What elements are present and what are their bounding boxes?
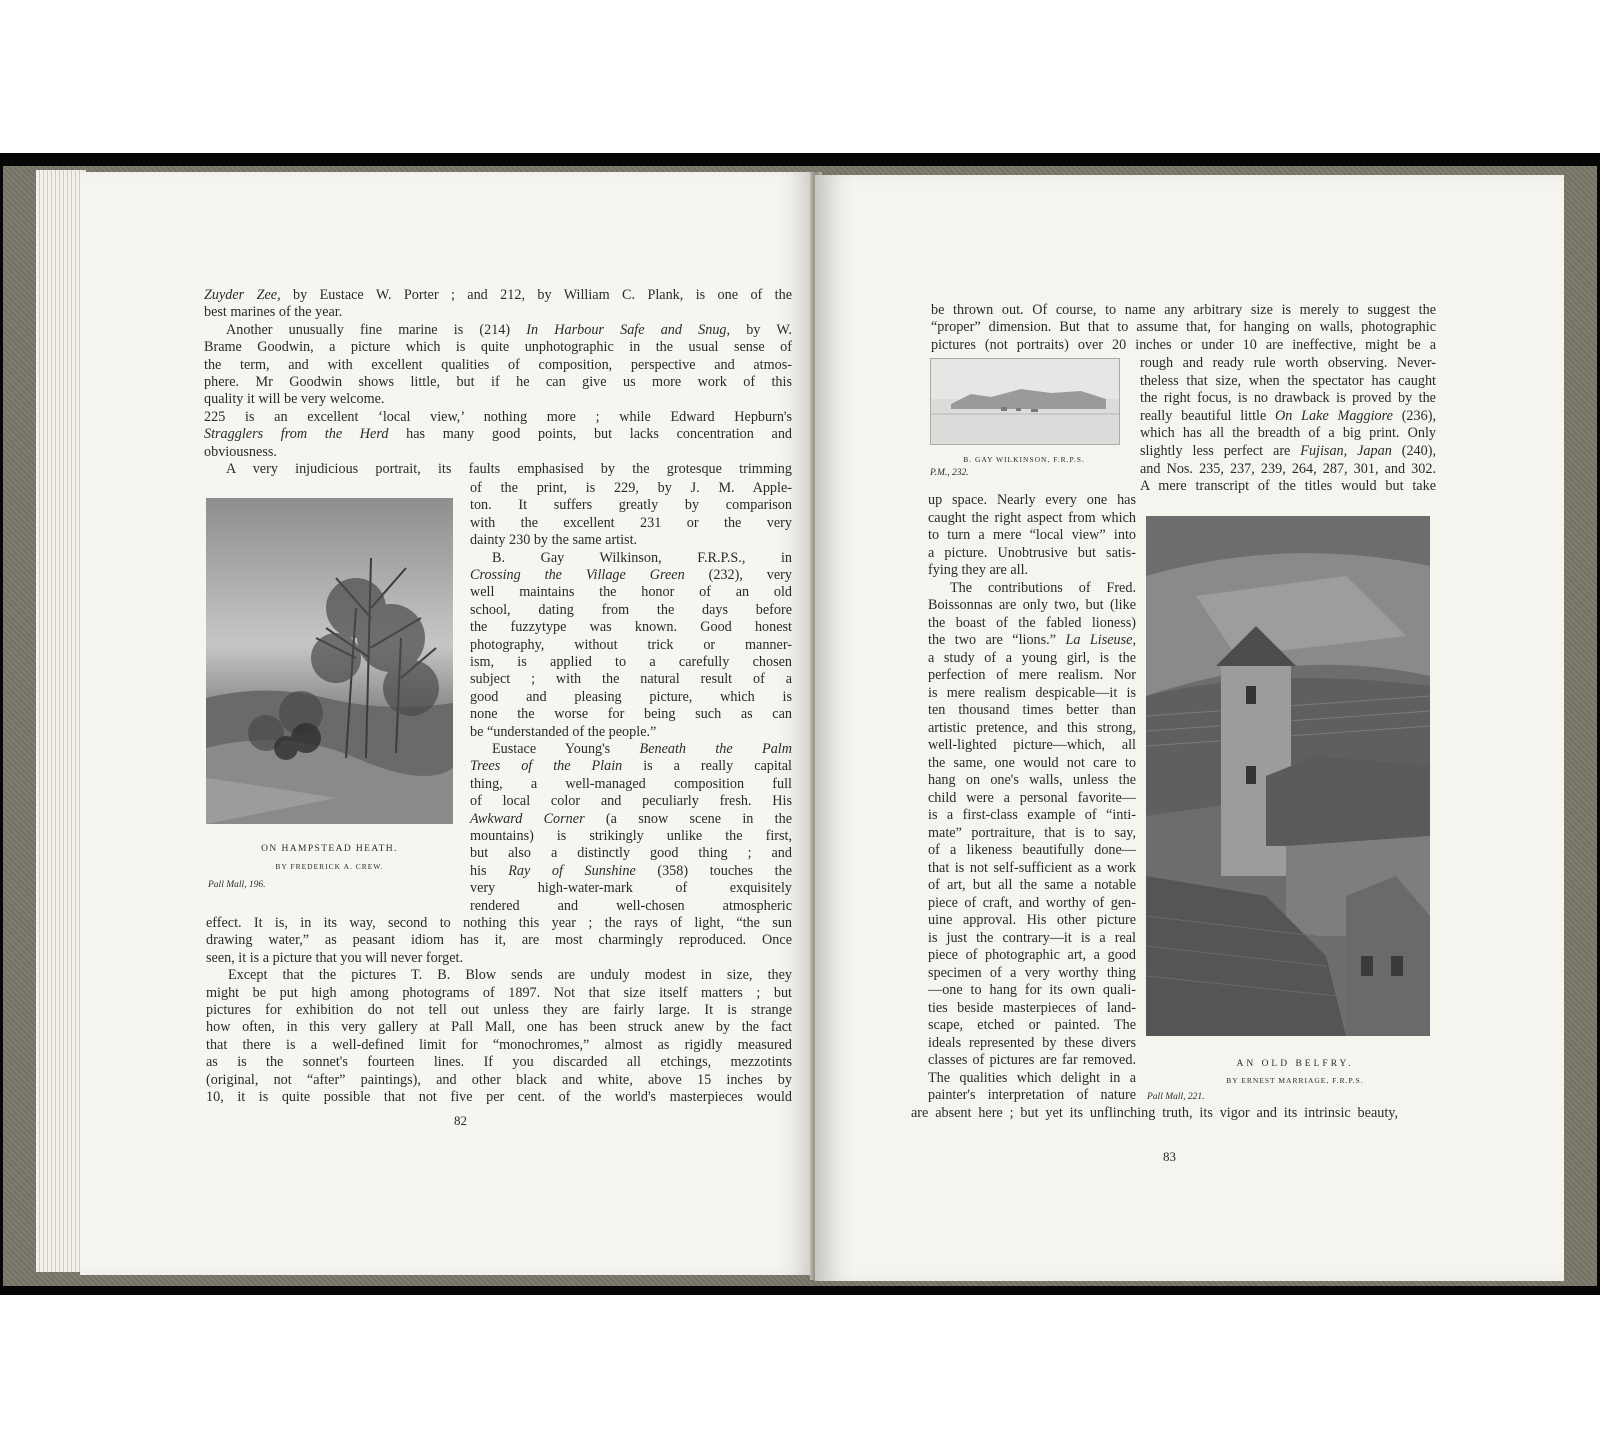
left-column-line: dainty 230 by the same artist. [470,532,638,549]
right-beside-photo-line: slightly less perfect are Fujisan, Japan (240), [1140,443,1437,459]
left-text-line: the term, and with excellent qualities of composition, perspective and atmos- [204,356,792,373]
right-column-line: Boissonnas are only two, but (like [928,597,1136,613]
right-column-line: ten thousand times better than [928,702,1136,718]
left-column-line: of the print, is 229, by J. M. Apple- [470,480,792,496]
right-column-line: child were a personal favorite— [928,789,1136,806]
left-text-line: quality it will be very welcome. [204,391,385,408]
right-column-line: that is not self-sufficient as a work [928,859,1136,876]
right-column-line: to turn a mere “local view” into [928,527,1136,543]
right-column-line: a picture. Unobtrusive but satis- [928,544,1136,561]
right-column-line: of art, but all the same a notable [928,877,1136,893]
right-beside-photo-line: really beautiful little On Lake Maggiore (236), [1140,407,1436,424]
right-column-line: painter's interpretation of nature [928,1087,1136,1103]
right-text-line: be thrown out. Of course, to name any arbitrary size is merely to suggest the [931,302,1436,318]
right-column-line: fying they are all. [928,562,1029,578]
left-column-line: of local color and peculiarly fresh. His [470,793,792,810]
left-text-line: Brame Goodwin, a picture which is quite unphotographic in the usual sense of [204,339,792,356]
left-text-line: Zuyder Zee, by Eustace W. Porter ; and 212, by William C. Plank, is one of the [204,287,792,303]
right-column-line: hang on one's walls, unless the [928,772,1136,788]
right-caption-title: AN OLD BELFRY. [1236,1059,1354,1069]
left-column-line: the fuzzytype was known. Good honest [470,619,792,636]
right-column-line: —one to hang for its own quali- [928,982,1136,998]
village-green-photo [930,358,1120,445]
right-column-line: the boast of the fabled lioness) [928,614,1136,631]
right-last-line: are absent here ; but yet its unflinching truth, its vigor and its intrinsic beauty, [911,1105,1398,1121]
left-column-line: none the worse for being such as can [470,706,792,723]
left-column-line: rendered and well-chosen atmospheric [470,897,792,914]
left-text-line: best marines of the year. [204,304,343,321]
left-column-line: photography, without trick or manner- [470,636,792,653]
left-column-line: his Ray of Sunshine (358) touches the [470,862,793,879]
left-bottom-line: drawing water,” as peasant idiom has it, are most charmingly reproduced. Once [206,932,792,949]
right-column-line: mate” portraiture, that is to say, [928,824,1136,841]
left-text-line: A very injudicious portrait, its faults emphasised by the grotesque trimming [226,461,792,477]
right-column-line: specimen of a very worthy thing [928,964,1136,981]
left-bottom-line: as is the sonnet's fourteen lines. If you discarded all etchings, mezzotints [206,1054,792,1071]
left-column-line: well maintains the honor of an old [470,584,792,601]
hampstead-heath-photo [206,498,453,824]
left-column-line: but also a distinctly good thing ; and [470,845,792,862]
left-text-line: Another unusually fine marine is (214) In Harbour Safe and Snug, by W. [226,321,792,338]
left-column-line: mountains) is strikingly unlike the first, [470,828,792,844]
right-text-line: “proper” dimension. But that to assume that, for hanging on walls, photographic [931,319,1436,336]
left-column-line: Trees of the Plain is a really capital [470,758,793,775]
left-column-line: ism, is applied to a carefully chosen [470,654,792,670]
right-caption-author: BY ERNEST MARRIAGE, F.R.P.S. [1226,1076,1364,1085]
right-page [815,175,1564,1281]
left-column-line: B. Gay Wilkinson, F.R.P.S., in [492,549,792,566]
left-bottom-line: seen, it is a picture that you will never forget. [206,949,464,966]
page-edges-left [36,170,86,1272]
right-column-line: The contributions of Fred. [950,579,1136,596]
right-beside-photo-line: theless that size, when the spectator has caught [1140,372,1436,389]
right-column-line: ties beside masterpieces of land- [928,999,1136,1016]
old-belfry-photo [1146,516,1430,1036]
right-beside-photo-line: A mere transcript of the titles would but take [1140,478,1436,495]
left-column-line: good and pleasing picture, which is [470,688,792,705]
right-column-line: scape, etched or painted. The [928,1017,1136,1033]
left-bottom-line: might be put high among photograms of 1897. Not that size itself matters ; but [206,984,792,1001]
right-column-line: is mere realism despicable—it is [928,684,1136,701]
right-photo-credit: Pall Mall, 221. [1147,1092,1205,1102]
left-bottom-line: Except that the pictures T. B. Blow sends are unduly modest in size, they [228,967,792,984]
right-column-line: piece of craft, and worthy of gen- [928,894,1136,911]
page-number-right: 83 [1163,1149,1176,1164]
right-column-line: classes of pictures are far removed. [928,1052,1136,1068]
right-column-line: is a first-class example of “inti- [928,807,1136,823]
right-column-line: ideals represented by these divers [928,1034,1136,1051]
village-thumbnail-image [931,359,1119,444]
right-beside-photo-line: which has all the breadth of a big print. Only [1140,425,1436,442]
left-bottom-line: effect. It is, in its way, second to nothing this year ; the rays of light, “the sun [206,915,792,931]
left-column-line: Eustace Young's Beneath the Palm [492,741,792,757]
right-beside-photo-line: and Nos. 235, 237, 239, 264, 287, 301, and 302. [1140,460,1436,477]
right-column-line: the two are “lions.” La Liseuse, [928,632,1137,648]
left-column-line: Crossing the Village Green (232), very [470,567,792,583]
right-column-line: is just the contrary—it is a real [928,929,1136,946]
left-column-line: with the excellent 231 or the very [470,514,792,531]
right-beside-photo-line: rough and ready rule worth observing. Never- [1140,355,1436,371]
right-column-line: a study of a young girl, is the [928,649,1136,666]
left-text-line: 225 is an excellent ‘local view,’ nothing more ; while Edward Hepburn's [204,408,792,425]
left-caption-author: BY FREDERICK A. CREW. [275,862,384,871]
left-bottom-line: that there is a well-defined limit for “monochromes,” almost as rigidly measured [206,1036,792,1053]
left-column-line: Awkward Corner (a snow scene in the [470,810,792,827]
heath-landscape-image [206,498,453,824]
right-column-line: artistic pretence, and this strong, [928,719,1136,736]
left-bottom-line: 10, it is quite possible that not five per cent. of the world's masterpieces would [206,1089,792,1105]
left-column-line: be “understanded of the people.” [470,723,657,740]
right-text-line: pictures (not portraits) over 20 inches or under 10 are ineffective, might be a [931,336,1436,353]
small-photo-caption: B. GAY WILKINSON, F.R.P.S. [963,455,1085,464]
right-column-line: of a likeness beautifully done— [928,842,1136,858]
left-text-line: Stragglers from the Herd has many good points, but lacks concentration and [204,426,793,443]
left-bottom-line: pictures for exhibition do not tell out unless they are fairly large. It is strange [206,1002,792,1018]
right-beside-photo-line: the right focus, is no drawback is proved by the [1140,390,1436,407]
right-column-line: The qualities which delight in a [928,1069,1136,1086]
left-caption-title: ON HAMPSTEAD HEATH. [261,844,398,854]
belfry-church-image [1146,516,1430,1036]
right-column-line: uine approval. His other picture [928,912,1136,928]
right-column-line: up space. Nearly every one has [928,492,1136,508]
right-column-line: piece of photographic art, a good [928,947,1136,963]
left-bottom-line: how often, in this very gallery at Pall Mall, one has been struck anew by the fact [206,1019,792,1036]
right-column-line: the same, one would not care to [928,754,1136,771]
left-text-line: obviousness. [204,443,277,460]
left-column-line: thing, a well-managed composition full [470,775,792,792]
small-photo-credit: P.M., 232. [930,468,969,478]
left-page [80,172,817,1275]
left-bottom-line: (original, not “after” paintings), and other black and white, above 15 inches by [206,1071,792,1088]
left-column-line: very high-water-mark of exquisitely [470,880,792,897]
page-number-left: 82 [454,1113,467,1128]
left-column-line: school, dating from the days before [470,601,792,618]
left-text-line: phere. Mr Goodwin shows little, but if he can give us more work of this [204,374,792,390]
right-column-line: well-lighted picture—which, all [928,737,1136,753]
left-column-line: ton. It suffers greatly by comparison [470,497,792,514]
right-column-line: perfection of mere realism. Nor [928,667,1136,683]
left-photo-credit: Pall Mall, 196. [208,880,266,890]
right-column-line: caught the right aspect from which [928,509,1136,526]
left-column-line: subject ; with the natural result of a [470,671,792,688]
